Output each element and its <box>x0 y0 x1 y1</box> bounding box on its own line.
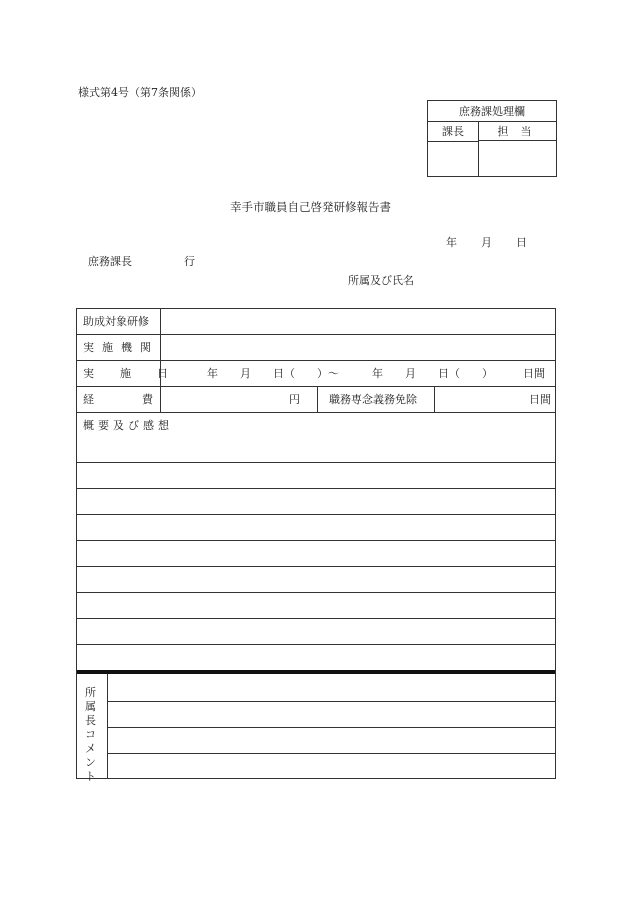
row-divider <box>77 514 555 515</box>
cost-yen: 円 <box>289 393 300 406</box>
comment-row-divider <box>108 727 556 728</box>
date-year: 年 <box>446 236 457 249</box>
comment-row-divider <box>108 701 556 702</box>
stamp-col-chief: 課長 <box>428 121 479 142</box>
date-month: 月 <box>481 236 492 249</box>
row-divider <box>77 462 555 463</box>
comment-label: 所属長コメント <box>85 686 96 783</box>
row-divider <box>77 566 555 567</box>
institution-label: 実施機関 <box>83 341 159 354</box>
stamp-col-staff: 担当 <box>479 121 556 141</box>
row-divider <box>77 618 555 619</box>
document-title: 幸手市職員自己啓発研修報告書 <box>230 200 391 214</box>
row-divider <box>77 334 555 335</box>
row-divider <box>77 412 555 413</box>
duty-exemption-label: 職務専念義務免除 <box>329 393 417 406</box>
stamp-title: 庶務課処理欄 <box>428 101 556 122</box>
row-divider <box>77 644 555 645</box>
row-divider <box>77 386 555 387</box>
affiliation-label: 所属及び氏名 <box>348 274 414 287</box>
training-label: 助成対象研修 <box>83 315 149 328</box>
report-form-table <box>76 308 556 783</box>
comment-row-divider <box>108 753 556 754</box>
row-divider <box>77 488 555 489</box>
cell-divider <box>317 387 318 412</box>
addressee-to: 庶務課長 <box>88 255 132 268</box>
date-day: 日 <box>516 236 527 249</box>
summary-label: 概要及び感想 <box>83 419 173 432</box>
processing-stamp-box <box>427 100 557 177</box>
addressee-suffix: 行 <box>184 255 195 268</box>
cell-divider <box>434 387 435 412</box>
duty-days-unit: 日間 <box>529 393 551 406</box>
section-separator <box>77 670 555 674</box>
dates-label: 実施日 <box>83 367 194 380</box>
dates-days-unit: 日間 <box>523 367 545 380</box>
dates-range: 年 月 日（ ）～ 年 月 日（ ） <box>207 367 493 380</box>
row-divider <box>77 360 555 361</box>
cost-label: 経費 <box>83 393 201 406</box>
row-divider <box>77 592 555 593</box>
form-number: 様式第4号（第7条関係） <box>78 86 202 99</box>
row-divider <box>77 540 555 541</box>
stamp-divider <box>478 141 479 176</box>
